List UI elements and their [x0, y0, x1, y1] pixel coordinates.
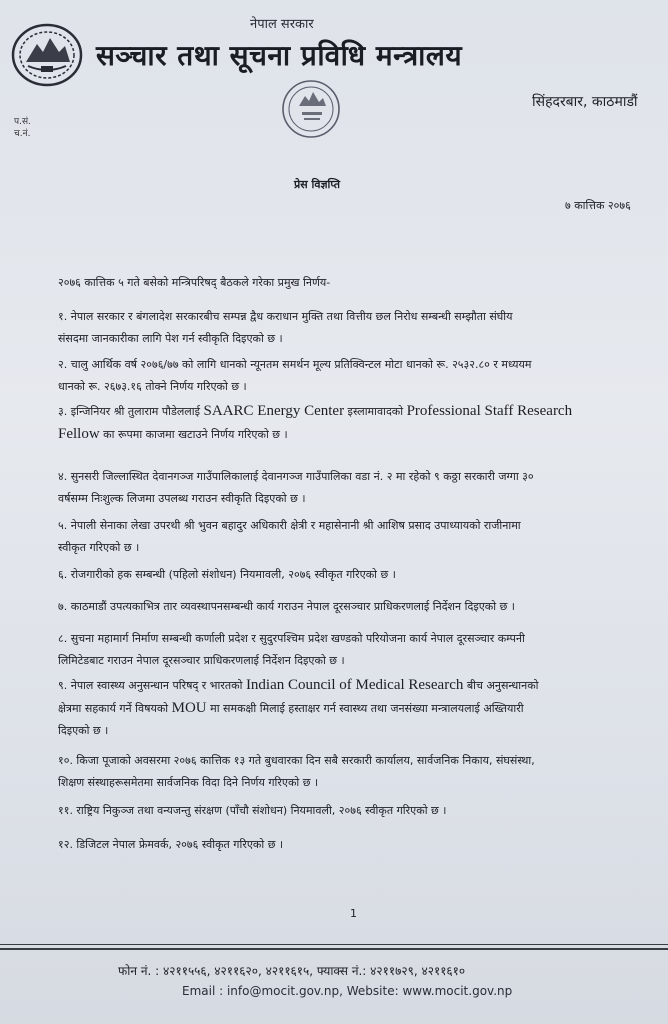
decision-item-1 — [58, 306, 652, 350]
item-line — [58, 423, 652, 446]
item-line: ५. नेपाली सेनाका लेखा उपरथी श्री भुवन बहादुर अधिकारी क्षेत्री र महासेनानी श्री आशिष प्रसाद उपाध्यायको राजीनामा — [58, 519, 521, 532]
item-line: ४. सुनसरी जिल्लास्थित देवानगञ्ज गाउँपालिकालाई देवानगञ्ज गाउँपालिका वडा नं. २ मा रहेको ९ कठ्ठा सरकारी जग्गा ३० — [58, 470, 534, 483]
item-text: क्षेत्रमा सहकार्य गर्ने विषयको — [58, 702, 172, 715]
item-line — [58, 400, 652, 423]
item-line: ६. रोजगारीको हक सम्बन्धी (पहिलो संशोधन) नियमावली, २०७६ स्वीकृत गरिएको छ । — [58, 568, 396, 581]
item-text: Indian Council of Medical Research — [245, 677, 464, 693]
item-line: ७. काठमाडौं उपत्यकाभित्र तार व्यवस्थापनसम्बन्धी कार्य गराउन नेपाल दूरसञ्चार प्राधिकरणलाई निर्देशन दिइएको छ । — [58, 600, 515, 613]
decision-item-4 — [58, 466, 652, 510]
item-line: १२. डिजिटल नेपाल फ्रेमवर्क, २०७६ स्वीकृत गरिएको छ । — [58, 838, 284, 851]
item-text: SAARC Energy Center — [203, 403, 345, 419]
item-text: का रूपमा काजमा खटाउने निर्णय गरिएको छ । — [99, 428, 288, 441]
decision-item-9 — [58, 674, 652, 742]
decision-item-10 — [58, 750, 652, 794]
decision-item-3 — [58, 400, 652, 446]
decision-item-8 — [58, 628, 652, 672]
item-line: धानको रू. २६७३.१६ तोक्ने निर्णय गरिएको छ । — [58, 380, 247, 393]
government-label: नेपाल सरकार — [250, 17, 314, 32]
item-line: स्वीकृत गरिएको छ । — [58, 541, 140, 554]
item-line: ११. राष्ट्रिय निकुञ्ज तथा वन्यजन्तु संरक्षण (पाँचौ संशोधन) नियमावली, २०७६ स्वीकृत गरिएको छ । — [58, 804, 447, 817]
item-line: शिक्षण संस्थाहरूसमेतमा सार्वजनिक विदा दिने निर्णय गरिएको छ । — [58, 776, 319, 789]
item-line — [58, 697, 652, 720]
item-text: बीच अनुसन्धानको — [463, 679, 539, 692]
decision-item-7 — [58, 596, 652, 618]
page-number: 1 — [350, 907, 357, 920]
office-address: सिंहदरबार, काठमाडौं — [532, 94, 638, 110]
item-text: मा समकक्षी मिलाई हस्ताक्षर गर्न स्वास्थ्य तथा जनसंख्या मन्त्रालयलाई अख्तियारी — [206, 702, 524, 715]
item-text: Professional Staff Research — [406, 403, 573, 419]
item-text: इस्लामावादको — [344, 405, 407, 418]
item-line: वर्षसम्म निःशुल्क लिजमा उपलब्ध गराउन स्वीकृति दिइएको छ । — [58, 492, 306, 505]
item-text: MOU — [171, 700, 207, 716]
item-line: ८. सुचना महामार्ग निर्माण सम्बन्धी कर्णाली प्रदेश र सुदुरपश्चिम प्रदेश खण्डको परियोजना कार्य नेपाल दूरसञ्चार कम्पनी — [58, 632, 525, 645]
nepal-emblem-icon — [10, 22, 84, 88]
decision-item-11 — [58, 800, 652, 822]
footer-divider — [0, 944, 668, 945]
item-text: ३. इन्जिनियर श्री तुलाराम पौडेललाई — [58, 405, 204, 418]
item-line: लिमिटेडबाट गराउन नेपाल दूरसञ्चार प्राधिकरणलाई निर्देशन दिइएको छ । — [58, 654, 345, 667]
item-line: संसदमा जानकारीका लागि पेश गर्न स्वीकृति दिइएको छ । — [58, 332, 283, 345]
decision-item-6 — [58, 564, 652, 586]
item-line — [58, 674, 652, 697]
reference-number-label: प.सं. — [14, 117, 31, 127]
item-line: २. चालु आर्थिक वर्ष २०७६/७७ को लागि धानको न्यूनतम समर्थन मूल्य प्रतिक्विन्टल मोटा धानको रू. २५३२.८० र मध्ययम — [58, 358, 532, 371]
notice-date: ७ कात्तिक २०७६ — [565, 199, 631, 212]
decision-item-2 — [58, 354, 652, 398]
item-line: १०. किजा पूजाको अवसरमा २०७६ कात्तिक १३ गते बुधवारका दिन सबै सरकारी कार्यालय, सार्वजनिक निकाय, संघसंस्था, — [58, 754, 535, 767]
office-stamp-icon — [280, 78, 342, 140]
footer-divider-thick — [0, 948, 668, 950]
notice-title: प्रेस विज्ञप्ति — [294, 178, 341, 191]
decision-item-5 — [58, 515, 652, 559]
notice-intro: २०७६ कात्तिक ५ गते बसेको मन्त्रिपरिषद् बैठकले गरेका प्रमुख निर्णय- — [58, 276, 331, 289]
ministry-name: सञ्चार तथा सूचना प्रविधि मन्त्रालय — [96, 39, 463, 72]
item-line: १. नेपाल सरकार र बंगलादेश सरकारबीच सम्पन्न द्वैध कराधान मुक्ति तथा वित्तीय छल निरोध सम्बन्धी सम्झौता संघीय — [58, 310, 513, 323]
decision-item-12 — [58, 834, 652, 856]
dispatch-number-label: च.नं. — [14, 129, 31, 139]
footer-phone-numbers: फोन नं. : ४२११५५६, ४२११६२०, ४२११६१५, फ्याक्स नं.: ४२११७२९, ४२११६१० — [118, 964, 466, 978]
item-line: दिइएको छ । — [58, 724, 109, 737]
item-text: ९. नेपाल स्वास्थ्य अनुसन्धान परिषद् र भारतको — [58, 679, 246, 692]
footer-contact: Email : info@mocit.gov.np, Website: www.mocit.gov.np — [182, 984, 513, 998]
item-text: Fellow — [58, 426, 100, 442]
